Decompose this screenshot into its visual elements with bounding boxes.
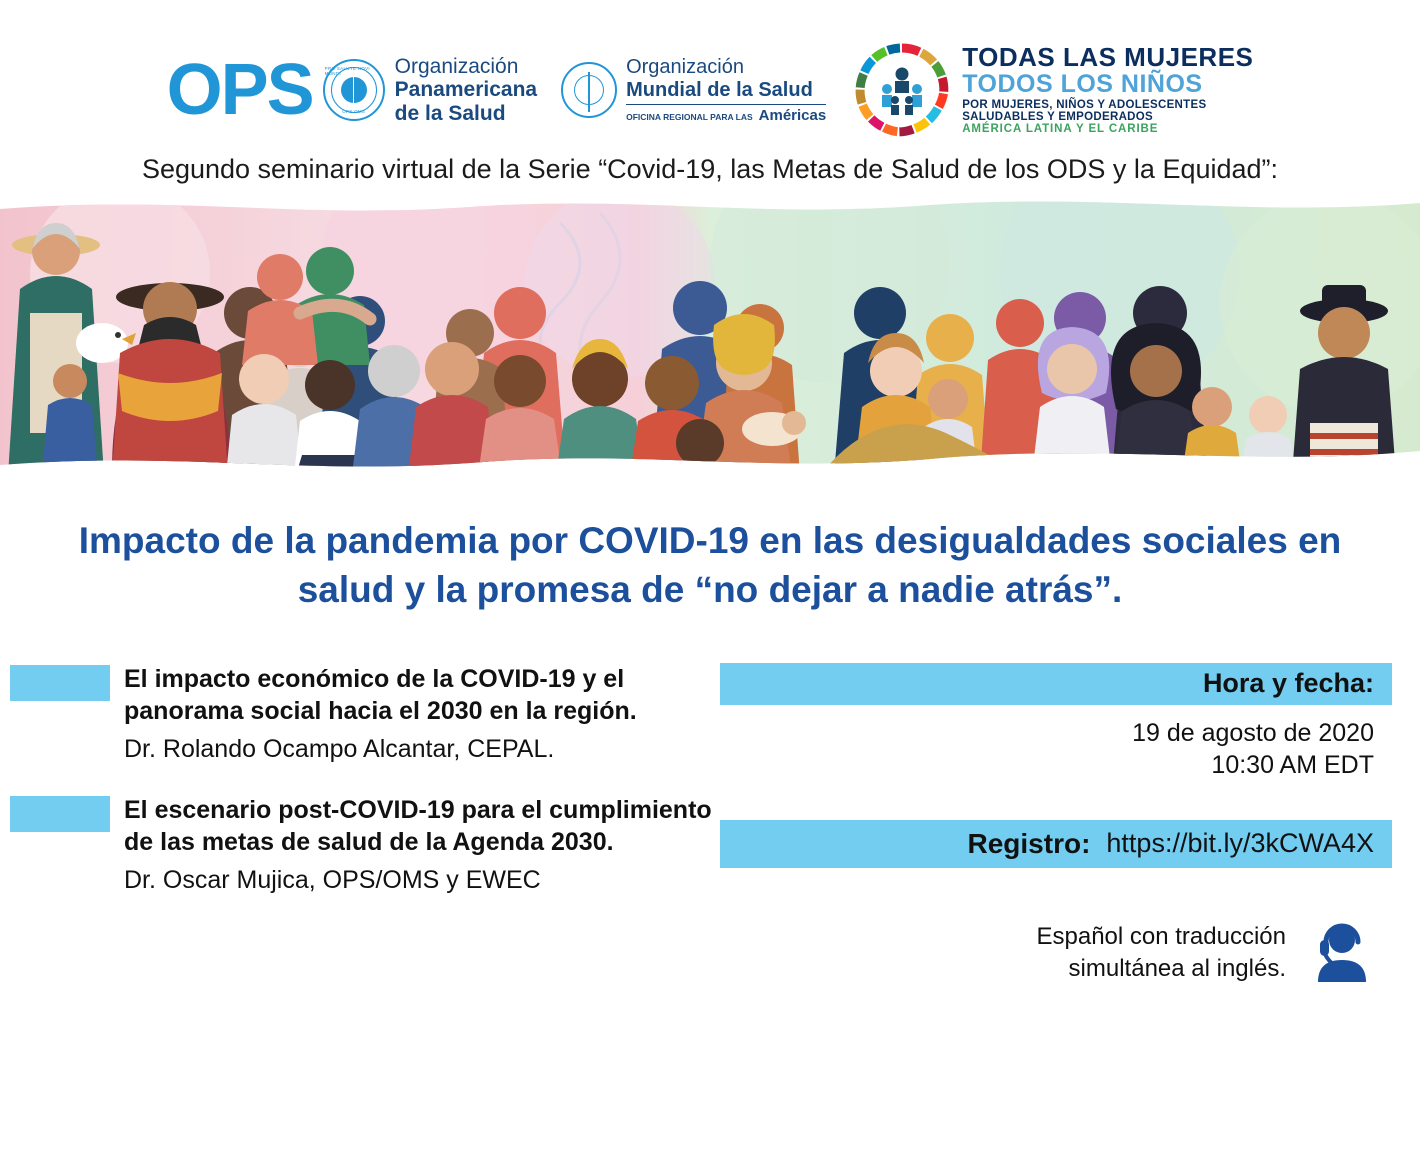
schedule-values bbox=[720, 705, 1392, 782]
headset-person-icon bbox=[1304, 920, 1370, 986]
who-name-line2: Mundial de la Salud bbox=[626, 78, 813, 101]
sdg-wheel-icon bbox=[854, 42, 950, 138]
paho-name-line1: Organización bbox=[394, 54, 519, 78]
who-region bbox=[626, 104, 826, 124]
event-time: 10:30 AM EDT bbox=[1211, 751, 1374, 780]
paho-org-name bbox=[395, 55, 537, 126]
who-globe-icon bbox=[574, 75, 604, 105]
topic-title: El impacto económico de la COVID-19 y el panorama social hacia el 2030 en la región. bbox=[124, 664, 637, 725]
topic-item bbox=[10, 794, 720, 895]
ewec-line5: AMÉRICA LATINA Y EL CARIBE bbox=[962, 123, 1159, 136]
language-note-line2: simultánea al inglés. bbox=[1068, 954, 1286, 982]
who-region-label: OFICINA REGIONAL PARA LAS bbox=[626, 111, 753, 122]
content-area bbox=[0, 625, 1420, 986]
details-column bbox=[720, 663, 1420, 986]
paho-acronym: OPS bbox=[166, 49, 313, 130]
registration-label: Registro: bbox=[967, 827, 1091, 859]
registration-band bbox=[720, 820, 1392, 868]
language-note bbox=[720, 920, 1392, 986]
paho-logo bbox=[166, 49, 538, 130]
ewec-text-block bbox=[962, 41, 1254, 137]
topics-column bbox=[0, 663, 720, 986]
who-region-name: Américas bbox=[758, 106, 827, 124]
who-emblem-icon bbox=[561, 62, 617, 118]
ewec-line1: TODAS LAS MUJERES bbox=[962, 41, 1254, 72]
paho-seal-text-top: PRO SALUTE NOVI MUNDI bbox=[324, 65, 370, 76]
topic-speaker: Dr. Oscar Mujica, OPS/OMS y EWEC bbox=[124, 865, 541, 894]
paho-name-line2: Panamericana bbox=[394, 78, 538, 102]
schedule-label: Hora y fecha: bbox=[1202, 668, 1374, 699]
ewec-logo bbox=[854, 42, 1253, 138]
topic-speaker: Dr. Rolando Ocampo Alcantar, CEPAL. bbox=[124, 734, 555, 763]
language-note-line1: Español con traducción bbox=[1036, 922, 1286, 950]
topic-title: El escenario post-COVID-19 para el cumplimiento de las metas de salud de la Agenda 2030. bbox=[124, 795, 712, 856]
schedule-band bbox=[720, 663, 1392, 705]
ewec-line4: SALUDABLES Y EMPODERADOS bbox=[962, 110, 1154, 123]
who-name-line1: Organización bbox=[626, 56, 744, 79]
crowd-illustration-banner bbox=[0, 193, 1420, 475]
logo-bar bbox=[0, 0, 1420, 148]
event-date: 19 de agosto de 2020 bbox=[1132, 718, 1374, 747]
series-subtitle: Segundo seminario virtual de la Serie “Covid-19, las Metas de Salud de los ODS y la Equidad”: bbox=[141, 154, 1279, 184]
topic-accent-bar bbox=[10, 796, 110, 832]
topic-item bbox=[10, 663, 720, 764]
ewec-line3: POR MUJERES, NIÑOS Y ADOLESCENTES bbox=[962, 98, 1207, 111]
registration-link[interactable]: https://bit.ly/3kCWA4X bbox=[1106, 828, 1374, 859]
paho-seal-icon bbox=[323, 59, 385, 121]
paho-name-line3: de la Salud bbox=[394, 101, 506, 125]
ewec-line2: TODOS LOS NIÑOS bbox=[962, 69, 1203, 98]
who-org-name bbox=[626, 56, 826, 124]
paho-globe-icon bbox=[341, 77, 367, 103]
topic-accent-bar bbox=[10, 665, 110, 701]
page-title: Impacto de la pandemia por COVID-19 en las desigualdades sociales en salud y la promesa de “no dejar a nadie atrás”. bbox=[78, 520, 1342, 610]
who-logo bbox=[561, 56, 826, 124]
paho-seal-text-bottom: OPS OMS bbox=[342, 108, 366, 114]
